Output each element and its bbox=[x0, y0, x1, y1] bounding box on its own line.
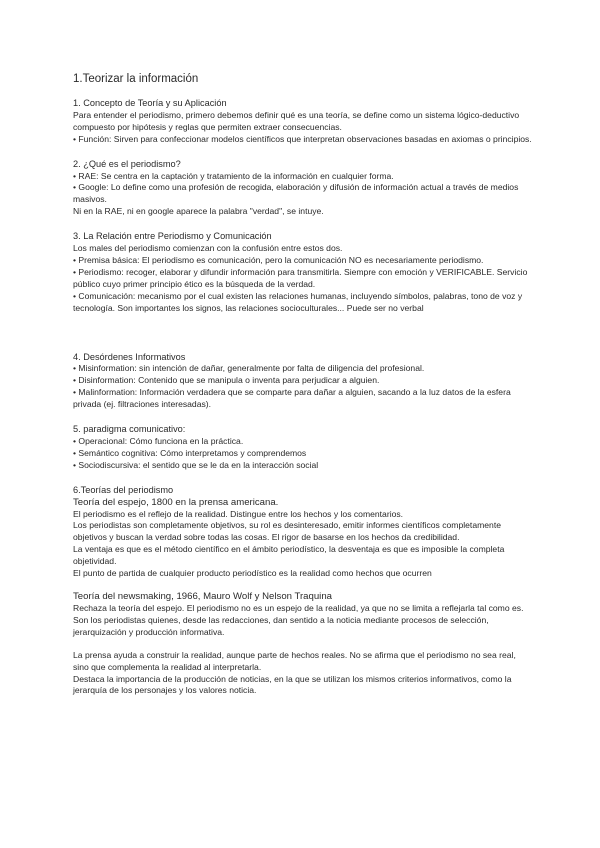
section-5 bbox=[73, 424, 533, 472]
section-heading: 4. Desórdenes Informativos bbox=[73, 351, 186, 362]
document-body bbox=[73, 98, 533, 710]
section-heading: 1. Concepto de Teoría y su Aplicación bbox=[73, 98, 227, 108]
paragraph: Rechaza la teoría del espejo. El periodismo no es un espejo de la realidad, ya que no se limita a reflejarla tal como es. Son los periodistas quienes, desde las redacciones, dan sentido a la noticia mediante procesos de selección, jerarquización y producción informativa. bbox=[73, 603, 524, 637]
bullet-item: • Función: Sirven para confeccionar modelos científicos que interpretan observaciones basadas en axiomas o principios. bbox=[73, 133, 532, 144]
section-heading: 2. ¿Qué es el periodismo? bbox=[73, 158, 181, 169]
bullet-item: • Semántico cognitiva: Cómo interpretamos y comprendemos bbox=[73, 447, 307, 458]
paragraph: Para entender el periodismo, primero debemos definir qué es una teoría, se define como un sistema lógico-deductivo compuesto por hipótesis y reglas que permiten extraer consecuencias. bbox=[73, 109, 520, 132]
subsection-heading: Teoría del newsmaking, 1966, Mauro Wolf y Nelson Traquina bbox=[73, 591, 332, 602]
bullet-item: • Operacional: Cómo funciona en la práctica. bbox=[73, 435, 244, 446]
subsection-heading: Teoría del espejo, 1800 en la prensa americana. bbox=[73, 496, 279, 508]
bullet-item: • Sociodiscursiva: el sentido que se le da en la interacción social bbox=[73, 459, 319, 470]
spacer bbox=[73, 639, 533, 650]
paragraph: Los males del periodismo comienzan con la confusión entre estos dos. bbox=[73, 243, 343, 254]
bullet-item: • Premisa básica: El periodismo es comunicación, pero la comunicación NO es necesariamente periodismo. bbox=[73, 254, 484, 265]
paragraph: La prensa ayuda a construir la realidad, aunque parte de hechos reales. No se afirma que el periodismo no sea real, sino que complementa la realidad al interpretarla. bbox=[73, 649, 516, 672]
paragraph: Ni en la RAE, ni en google aparece la palabra "verdad", se intuye. bbox=[73, 206, 324, 217]
paragraph: La ventaja es que es el método científico en el ámbito periodístico, la desventaja es que es imposible la completa objetividad. bbox=[73, 544, 505, 567]
section-heading: 6.Teorías del periodismo bbox=[73, 484, 174, 495]
bullet-item: • Disinformation: Contenido que se manipula o inventa para perjudicar a alguien. bbox=[73, 375, 380, 386]
bullet-item: • RAE: Se centra en la captación y tratamiento de la información en cualquier forma. bbox=[73, 170, 394, 181]
paragraph: El punto de partida de cualquier producto periodístico es la realidad como hechos que ocurren bbox=[73, 568, 432, 579]
section-1 bbox=[73, 98, 533, 146]
paragraph: El periodismo es el reflejo de la realidad. Distingue entre los hechos y los comentarios. bbox=[73, 508, 404, 519]
paragraph: Los periodistas son completamente objetivos, su rol es desinteresado, emitir informes científicos completamente objetivos y buscan la verdad sobre todas las cosas. El rigor de basarse en los hechos da credibilidad. bbox=[73, 520, 501, 543]
section-4 bbox=[73, 352, 533, 412]
section-3 bbox=[73, 231, 533, 314]
section-2 bbox=[73, 159, 533, 219]
bullet-item: • Google: Lo define como una profesión de recogida, elaboración y difusión de información actual a través de medios masivos. bbox=[73, 182, 519, 205]
document-title: 1.Teorizar la información bbox=[73, 73, 199, 85]
spacer bbox=[73, 580, 533, 591]
section-heading: 3. La Relación entre Periodismo y Comunicación bbox=[73, 231, 272, 242]
bullet-item: • Misinformation: sin intención de dañar, generalmente por falta de diligencia del profesional. bbox=[73, 363, 425, 374]
paragraph: Destaca la importancia de la producción de noticias, en la que se utilizan los mismos criterios informativos, como la jerarquía de los personajes y los valores noticia. bbox=[73, 673, 512, 696]
bullet-item: • Comunicación: mecanismo por el cual existen las relaciones humanas, incluyendo símbolos, palabras, tono de voz y tecnología. Son importantes los signos, las relaciones socioculturales... Puede ser no verbal bbox=[73, 290, 523, 313]
bullet-item: • Malinformation: Información verdadera que se comparte para dañar a alguien, sacando a la luz datos de la esfera privada (ej. filtraciones interesadas). bbox=[73, 387, 511, 410]
section-heading: 5. paradigma comunicativo: bbox=[73, 424, 186, 435]
section-6 bbox=[73, 485, 533, 698]
bullet-item: • Periodismo: recoger, elaborar y difundir información para transmitirla. Siempre con emoción y VERIFICABLE. Servicio público cuyo primer principio ético es la búsqueda de la verdad. bbox=[73, 266, 528, 289]
